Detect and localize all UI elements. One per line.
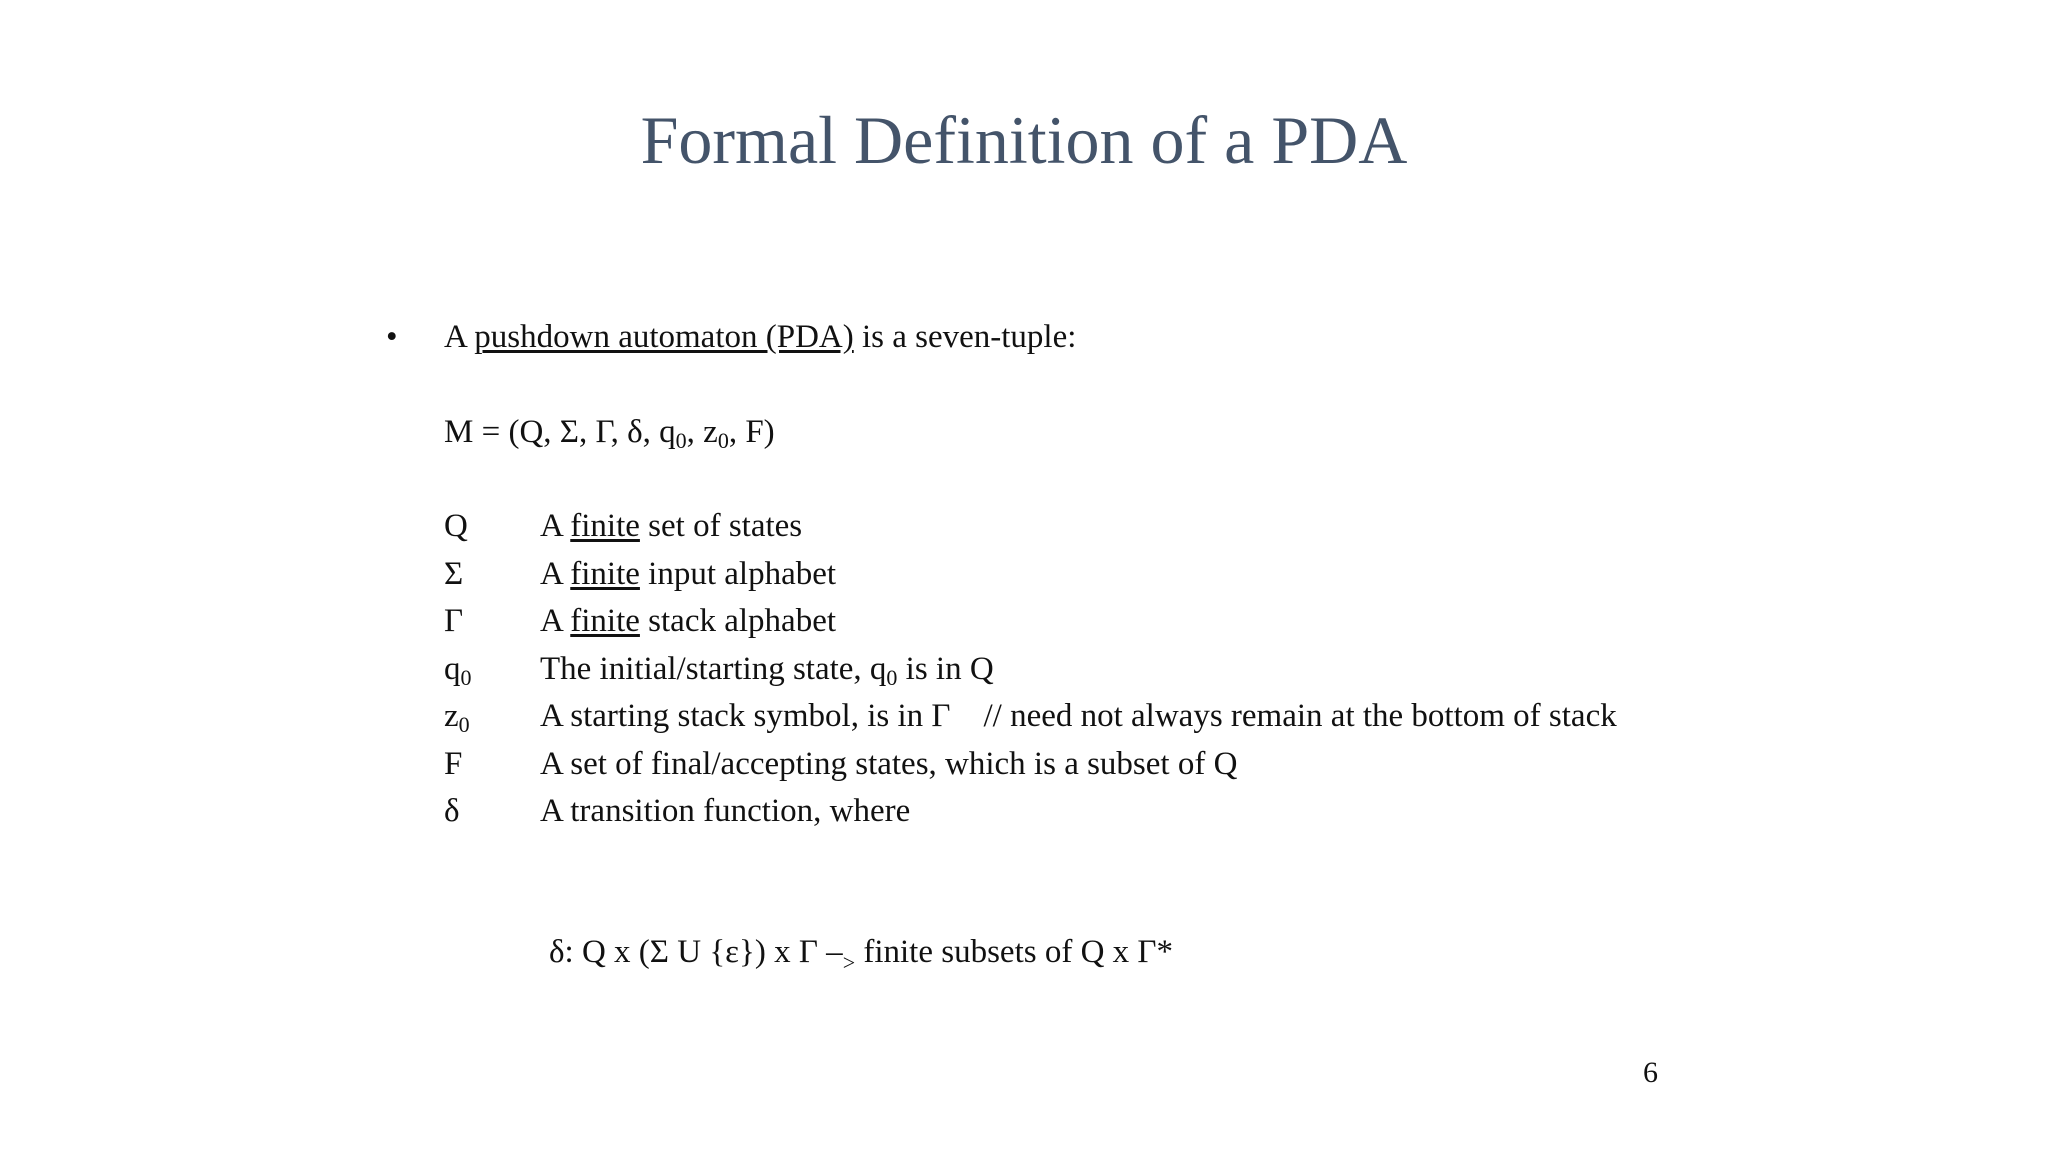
definition-symbol [444, 501, 468, 551]
desc-text: A [540, 603, 571, 639]
definition-description [540, 739, 1237, 789]
definition-symbol [444, 691, 470, 741]
desc-text: input alphabet [639, 555, 837, 592]
symbol-text: q [444, 650, 461, 687]
tuple-definition [444, 407, 775, 457]
desc-underlined: finite [570, 555, 640, 592]
symbol-text: Q [444, 508, 468, 544]
definition-description [540, 501, 802, 551]
symbol-text: Γ [444, 603, 464, 639]
desc-text: is in Q [897, 650, 994, 687]
desc-text: stack alphabet [639, 603, 837, 639]
intro-suffix: is a seven-tuple: [853, 319, 1077, 355]
definition-description [540, 549, 836, 599]
definition-symbol [444, 739, 462, 789]
symbol-text: F [444, 745, 463, 782]
desc-text: A transition function, where [540, 793, 911, 829]
definition-symbol [444, 549, 463, 599]
intro-prefix: A [444, 319, 475, 355]
definition-symbol [444, 596, 463, 646]
transition-function-formula [549, 927, 1173, 977]
desc-subscript: 0 [886, 664, 898, 690]
tuple-part: M = (Q, Σ, Γ, δ, q [444, 414, 676, 450]
arrow-tip: > [842, 950, 856, 975]
desc-text: A set of final/accepting states, which is a subset of Q [540, 745, 1238, 782]
intro-line [444, 312, 1076, 362]
definition-description [540, 644, 994, 694]
desc-text: A [540, 555, 571, 592]
desc-underlined: finite [570, 603, 640, 639]
desc-text: set of states [639, 508, 803, 544]
tuple-part: , z [686, 414, 718, 450]
formula-part: finite subsets of Q x Γ* [855, 934, 1173, 970]
symbol-text: Σ [444, 555, 464, 592]
desc-text: A [540, 508, 571, 544]
slide-title: Formal Definition of a PDA [640, 102, 1408, 178]
definition-description [540, 596, 836, 646]
tuple-subscript: 0 [675, 428, 687, 453]
definition-symbol [444, 644, 472, 694]
definition-description [540, 786, 910, 836]
tuple-part: , F) [728, 414, 775, 450]
page-number: 6 [1643, 1056, 1658, 1089]
formula-part: δ: Q x (Σ U {ε}) x Γ – [549, 934, 843, 970]
definition-description [540, 691, 1617, 741]
symbol-text: δ [444, 793, 460, 829]
desc-text: A starting stack symbol, is in Γ // need not always remain at the bottom of stack [540, 698, 1617, 734]
bullet-icon: • [386, 319, 398, 355]
symbol-subscript: 0 [458, 712, 470, 737]
symbol-text: z [444, 698, 459, 734]
desc-text: The initial/starting state, q [540, 650, 887, 687]
intro-term: pushdown automaton (PDA) [474, 319, 854, 355]
tuple-subscript: 0 [717, 428, 729, 453]
desc-underlined: finite [570, 508, 640, 544]
definition-symbol [444, 786, 460, 836]
symbol-subscript: 0 [460, 664, 472, 690]
